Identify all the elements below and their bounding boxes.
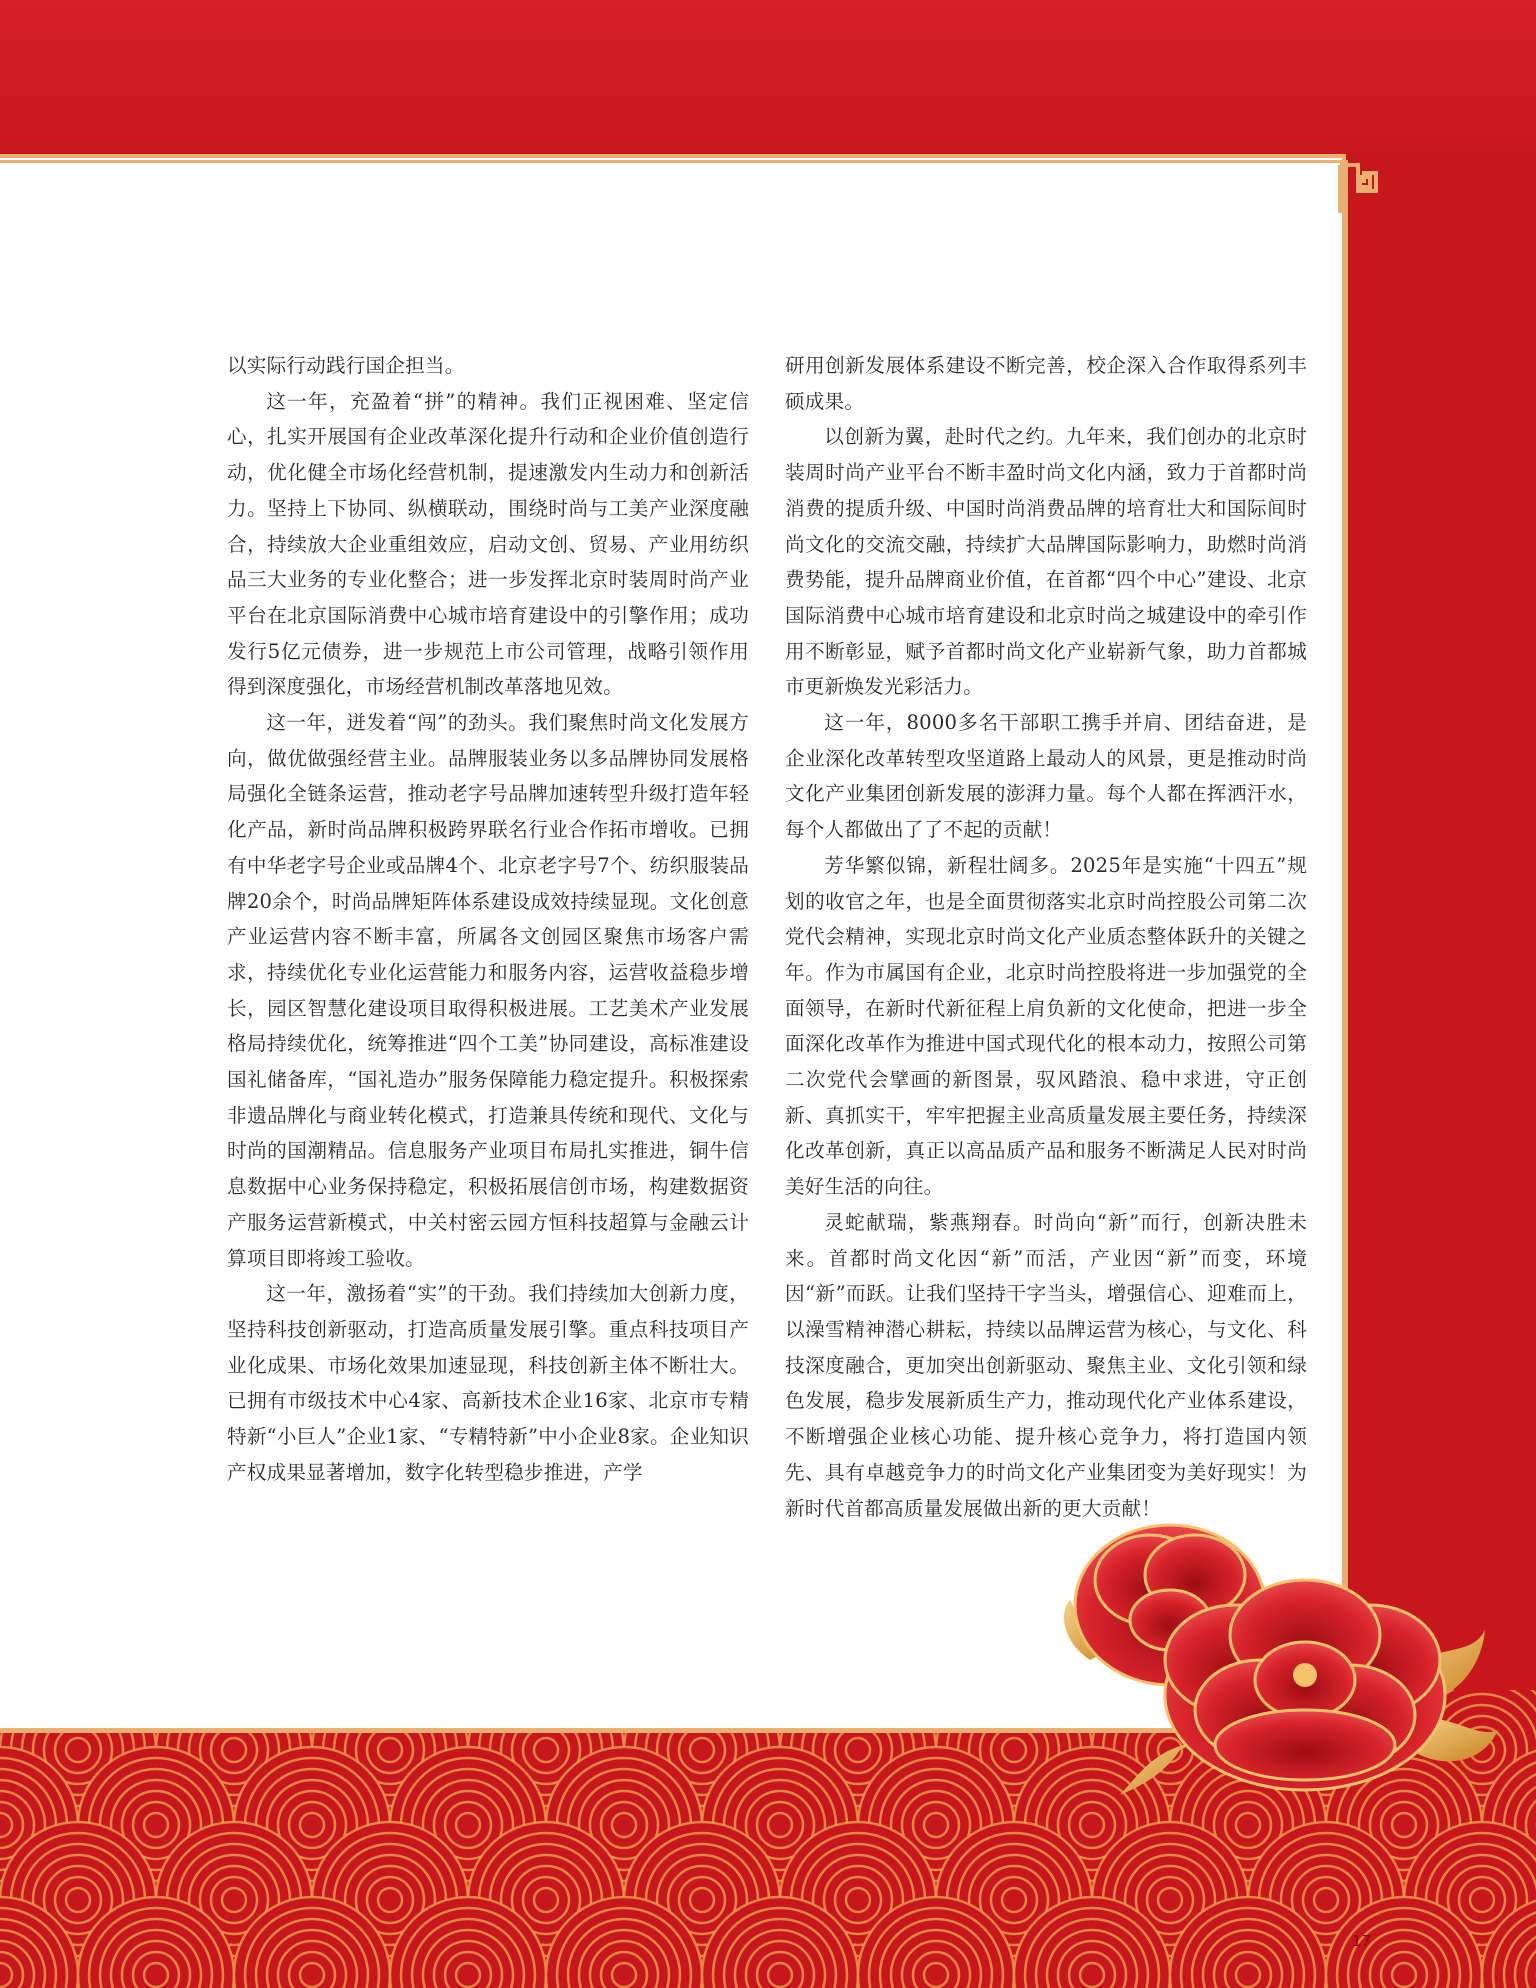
paragraph: 这一年，迸发着“闯”的劲头。我们聚焦时尚文化发展方向，做优做强经营主业。品牌服装业务以多品牌协同发展格局强化全链条运营，推动老字号品牌加速转型升级打造年轻化产品，新时尚品牌积极跨界联名行业合作拓市增收。已拥有中华老字号企业或品牌4个、北京老字号7个、纺织服装品牌20余个，时尚品牌矩阵体系建设成效持续显现。文化创意产业运营内容不断丰富，所属各文创园区聚焦市场客户需求，持续优化专业化运营能力和服务内容，运营收益稳步增长，园区智慧化建设项目取得积极进展。工艺美术产业发展格局持续优化，统筹推进“四个工美”协同建设，高标准建设国礼储备库，“国礼造办”服务保障能力稳定提升。积极探索非遗品牌化与商业转化模式，打造兼具传统和现代、文化与时尚的国潮精品。信息服务产业项目布局扎实推进，铜牛信息数据中心业务保持稳定，积极拓展信创市场，构建数据资产服务运营新模式，中关村密云园方恒科技超算与金融云计算项目即将竣工验收。 <box>227 711 749 1270</box>
fret-corner-icon <box>1338 163 1390 215</box>
paragraph: 芳华繁似锦，新程壮阔多。2025年是实施“十四五”规划的收官之年，也是全面贯彻落实北京时尚控股公司第二次党代会精神，实现北京时尚文化产业质态整体跃升的关键之年。作为市属国有企业，北京时尚控股将进一步加强党的全面领导，在新时代新征程上肩负新的文化使命，把进一步全面深化改革作为推进中国式现代化的根本动力，按照公司第二次党代会擘画的新图景，驭风踏浪、稳中求进，守正创新、真抓实干，牢牢把握主业高质量发展主要任务，持续深化改革创新，真正以高品质产品和服务不断满足人民对时尚美好生活的向往。 <box>785 853 1307 1199</box>
top-red-band <box>0 0 1536 160</box>
peony-flower-icon <box>1060 1510 1500 1800</box>
left-text-column <box>227 348 749 1491</box>
paragraph: 这一年，充盈着“拼”的精神。我们正视困难、坚定信心，扎实开展国有企业改革深化提升行动和企业价值创造行动，优化健全市场化经营机制，提速激发内生动力和创新活力。坚持上下协同、纵横联动，围绕时尚与工美产业深度融合，持续放大企业重组效应，启动文创、贸易、产业用纺织品三大业务的专业化整合；进一步发挥北京时装周时尚产业平台在北京国际消费中心城市培育建设中的引擎作用；成功发行5亿元债券，进一步规范上市公司管理，战略引领作用得到深度强化，市场经营机制改革落地见效。 <box>227 389 749 699</box>
paragraph: 以创新为翼，赴时代之约。九年来，我们创办的北京时装周时尚产业平台不断丰盈时尚文化内涵，致力于首都时尚消费的提质升级、中国时尚消费品牌的培育壮大和国际间时尚文化的交流交融，持续扩大品牌国际影响力，助燃时尚消费势能，提升品牌商业价值，在首都“四个中心”建设、北京国际消费中心城市培育建设和北京时尚之城建设中的牵引作用不断彰显，赋予首都时尚文化产业崭新气象，助力首都城市更新焕发光彩活力。 <box>785 425 1307 699</box>
paragraph: 这一年，8000多名干部职工携手并肩、团结奋进，是企业深化改革转型攻坚道路上最动人的风景，更是推动时尚文化产业集团创新发展的澎湃力量。每个人都在挥洒汗水，每个人都做出了了不起的贡献！ <box>785 711 1307 842</box>
page-number: 17 <box>1352 1932 1372 1950</box>
right-text-column <box>785 348 1307 1526</box>
paragraph: 这一年，激扬着“实”的干劲。我们持续加大创新力度，坚持科技创新驱动，打造高质量发展引擎。重点科技项目产业化成果、市场化效果加速显现，科技创新主体不断壮大。已拥有市级技术中心4家、高新技术企业16家、北京市专精特新“小巨人”企业1家、“专精特新”中小企业8家。企业知识产权成果显著增加，数字化转型稳步推进，产学 <box>227 1282 749 1484</box>
paragraph: 灵蛇献瑞，紫燕翔春。时尚向“新”而行，创新决胜未来。首都时尚文化因“新”而活，产业因“新”而变，环境因“新”而跃。让我们坚持干字当头，增强信心、迎难而上，以澡雪精神潜心耕耘，持续以品牌运营为核心，与文化、科技深度融合，更加突出创新驱动、聚焦主业、文化引领和绿色发展，稳步发展新质生产力，推动现代化产业体系建设，不断增强企业核心功能、提升核心竞争力，将打造国内领先、具有卓越竞争力的时尚文化产业集团变为美好现实！为新时代首都高质量发展做出新的更大贡献！ <box>785 1210 1307 1520</box>
paragraph: 以实际行动践行国企担当。 <box>227 354 465 377</box>
paragraph: 研用创新发展体系建设不断完善，校企深入合作取得系列丰硕成果。 <box>785 354 1307 413</box>
